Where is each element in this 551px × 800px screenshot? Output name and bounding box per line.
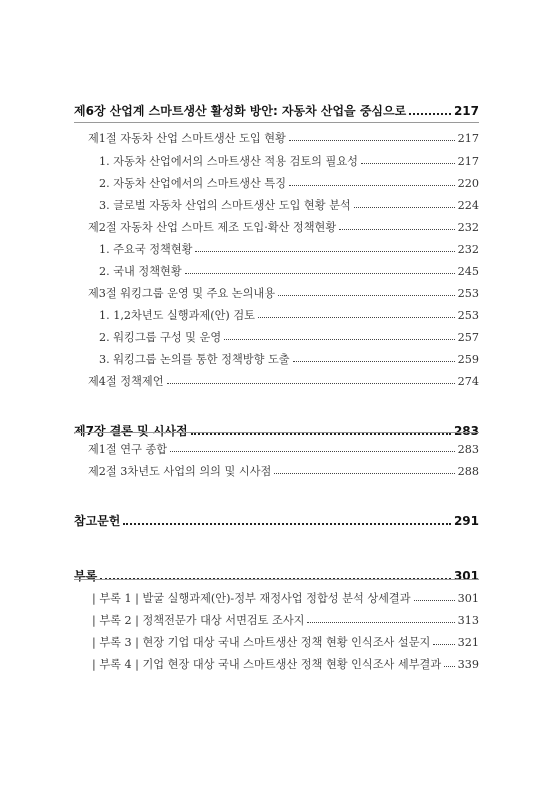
toc-appendix-item[interactable] [92,628,479,648]
section-title: 제1절 자동차 산업 스마트생산 도입 현황 [88,131,286,145]
toc-section[interactable] [88,367,479,387]
toc-section[interactable] [88,435,479,455]
section-title: 제2절 3차년도 사업의 의의 및 시사점 [88,464,272,478]
dot-leader [170,450,455,452]
page-number: 245 [457,264,479,278]
section-title: 제2절 자동차 산업 스마트 제조 도입·확산 정책현황 [88,220,337,234]
appendix-item-title: | 부록 4 | 기업 현장 대상 국내 스마트생산 정책 현황 인식조사 세부결과 [92,657,442,671]
item-title: 1. 1,2차년도 실행과제(안) 검토 [99,308,255,322]
dot-leader [278,294,455,296]
toc-chapter-6[interactable] [74,97,479,117]
page-number: 232 [457,242,479,256]
dot-leader [258,316,455,318]
page-number: 288 [457,464,479,478]
page-number: 339 [457,657,479,671]
dot-leader [123,522,451,525]
chapter-title: 제6장 산업계 스마트생산 활성화 방안: 자동차 산업을 중심으로 [74,104,407,118]
toc-item[interactable] [99,345,479,365]
item-title: 2. 국내 정책현황 [99,264,182,278]
toc-references[interactable] [74,507,479,527]
item-title: 1. 주요국 정책현황 [99,242,193,256]
dot-leader [167,382,455,384]
dot-leader [361,162,455,164]
toc-item[interactable] [99,257,479,277]
chapter-title: 제7장 결론 및 시사점 [74,424,188,438]
dot-leader [274,472,454,474]
toc-appendix-item[interactable] [92,650,479,670]
section-title: 제3절 워킹그룹 운영 및 주요 논의내용 [88,286,276,300]
toc-item[interactable] [99,147,479,167]
dot-leader [195,250,454,252]
toc-item[interactable] [99,169,479,189]
page-number: 291 [453,514,479,528]
chapter-title: 부록 [74,569,98,583]
page-number: 301 [457,591,479,605]
toc-item[interactable] [99,301,479,321]
page-number: 313 [457,613,479,627]
toc-section[interactable] [88,124,479,144]
dot-leader [444,665,455,667]
item-title: 3. 워킹그룹 논의를 통한 정책방향 도출 [99,352,290,366]
chapter-title: 참고문헌 [74,514,121,528]
page-number: 321 [457,635,479,649]
page-number: 217 [457,131,479,145]
page-number: 283 [453,424,479,438]
section-title: 제1절 연구 종합 [88,442,168,456]
dot-leader [414,599,455,601]
toc-section[interactable] [88,279,479,299]
page-number: 301 [453,569,479,583]
toc-chapter-7[interactable] [74,417,479,437]
appendix-item-title: | 부록 2 | 정책전문가 대상 서면검토 조사지 [92,613,305,627]
page-number: 253 [457,286,479,300]
page-number: 220 [457,176,479,190]
page-number: 232 [457,220,479,234]
page-number: 259 [457,352,479,366]
dot-leader [433,643,454,645]
chapter-divider [74,579,479,580]
page-number: 283 [457,442,479,456]
chapter-divider [74,432,479,433]
section-title: 제4절 정책제언 [88,374,164,388]
item-title: 2. 워킹그룹 구성 및 운영 [99,330,222,344]
toc-item[interactable] [99,235,479,255]
dot-leader [224,338,454,340]
page-number: 253 [457,308,479,322]
page-number: 257 [457,330,479,344]
chapter-divider [74,122,479,123]
toc-section[interactable] [88,457,479,477]
item-title: 1. 자동차 산업에서의 스마트생산 적용 검토의 필요성 [99,154,358,168]
item-title: 2. 자동차 산업에서의 스마트생산 특징 [99,176,287,190]
toc-appendix-item[interactable] [92,584,479,604]
dot-leader [354,206,455,208]
toc-item[interactable] [99,323,479,343]
dot-leader [289,184,455,186]
appendix-item-title: | 부록 1 | 발굴 실행과제(안)-정부 재정사업 정합성 분석 상세결과 [92,591,411,605]
page-number: 224 [457,198,479,212]
item-title: 3. 글로벌 자동차 산업의 스마트생산 도입 현황 분석 [99,198,351,212]
dot-leader [409,112,451,115]
dot-leader [293,360,455,362]
page-number: 217 [453,104,479,118]
toc-appendix-item[interactable] [92,606,479,626]
appendix-item-title: | 부록 3 | 현장 기업 대상 국내 스마트생산 정책 현황 인식조사 설문지 [92,635,431,649]
dot-leader [185,272,455,274]
toc-section[interactable] [88,213,479,233]
dot-leader [307,621,454,623]
page-number: 274 [457,374,479,388]
dot-leader [289,139,455,141]
dot-leader [339,228,454,230]
toc-item[interactable] [99,191,479,211]
page-number: 217 [457,154,479,168]
